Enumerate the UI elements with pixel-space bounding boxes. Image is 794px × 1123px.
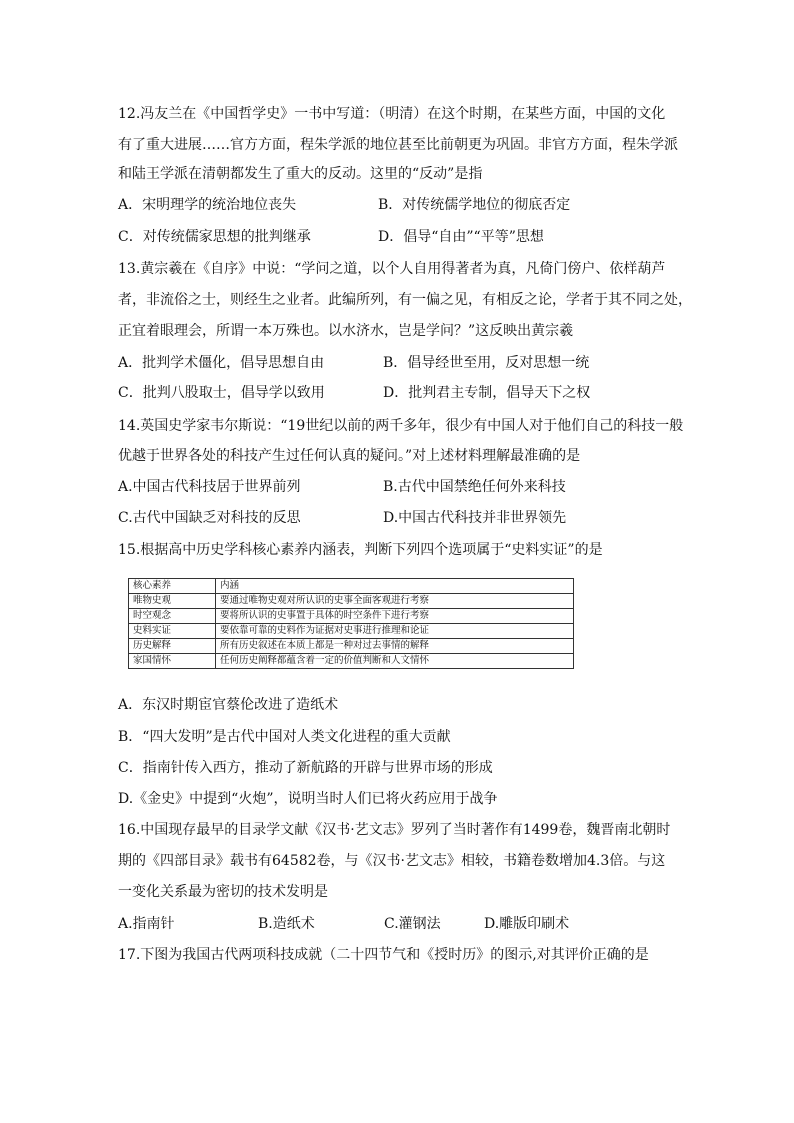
table-cell: 要将所认识的史事置于具体的时空条件下进行考察 — [216, 609, 574, 624]
q12-stem-line-1: 12.冯友兰在《中国哲学史》一书中写道：（明清）在这个时期，在某些方面，中国的文化 — [118, 106, 666, 122]
q12-option-a[interactable]: A．宋明理学的统治地位丧失 — [118, 197, 297, 213]
table-header-cell: 核心素养 — [129, 579, 216, 594]
q16-stem-line-1: 16.中国现存最早的目录学文献《汉书·艺文志》罗列了当时著作有1499卷，魏晋南北朝时 — [118, 822, 671, 838]
q13-option-c[interactable]: C．批判八股取士，倡导学以致用 — [118, 385, 325, 401]
q13-stem-line-1: 13.黄宗羲在《自序》中说：“学问之道，以个人自用得著者为真，凡倚门傍户、依样葫芦 — [118, 261, 666, 277]
q16-option-a[interactable]: A.指南针 — [118, 916, 175, 932]
q14-option-d[interactable]: D.中国古代科技并非世界领先 — [383, 510, 567, 526]
q16-option-b[interactable]: B.造纸术 — [258, 916, 315, 932]
table-cell: 任何历史阐释都蕴含着一定的价值判断和人文情怀 — [216, 654, 574, 669]
q13-stem-line-2: 者，非流俗之士，则经生之业者。此编所列，有一偏之见，有相反之论，学者于其不同之处， — [118, 292, 692, 308]
q13-option-b[interactable]: B．倡导经世至用，反对思想一统 — [383, 355, 590, 371]
q14-stem-line-2: 优越于世界各处的科技产生过任何认真的疑问。”对上述材料理解最准确的是 — [118, 448, 581, 464]
q13-stem-line-3: 正宜着眼理会，所谓一本万殊也。以水济水，岂是学问？”这反映出黄宗羲 — [118, 323, 574, 339]
q16-option-c[interactable]: C.灌钢法 — [384, 916, 441, 932]
q14-option-a[interactable]: A.中国古代科技居于世界前列 — [118, 479, 301, 495]
table-row — [129, 594, 574, 609]
q15-option-d[interactable]: D.《金史》中提到“火炮”，说明当时人们已将火药应用于战争 — [118, 791, 498, 807]
q14-stem-line-1: 14.英国史学家韦尔斯说：“19世纪以前的两千多年，很少有中国人对于他们自己的科技一般 — [118, 418, 684, 434]
table-cell: 史料实证 — [129, 624, 216, 639]
table-row — [129, 654, 574, 669]
q16-stem-line-2: 期的《四部目录》载书有64582卷，与《汉书·艺文志》相较，书籍卷数增加4.3倍。与这 — [118, 853, 666, 869]
q12-option-c[interactable]: C．对传统儒家思想的批判继承 — [118, 229, 311, 245]
table-cell: 历史解释 — [129, 639, 216, 654]
table-cell: 要通过唯物史观对所认识的史事全面客观进行考察 — [216, 594, 574, 609]
table-cell: 唯物史观 — [129, 594, 216, 609]
q13-option-a[interactable]: A．批判学术僵化，倡导思想自由 — [118, 355, 325, 371]
q16-option-d[interactable]: D.雕版印刷术 — [484, 916, 570, 932]
q14-option-c[interactable]: C.古代中国缺乏对科技的反思 — [118, 510, 301, 526]
q15-option-a[interactable]: A．东汉时期宦官蔡伦改进了造纸术 — [118, 697, 339, 713]
q12-stem-line-2: 有了重大进展……官方方面，程朱学派的地位甚至比前朝更为巩固。非官方方面，程朱学派 — [118, 137, 678, 153]
table-row — [129, 639, 574, 654]
q15-stem: 15.根据高中历史学科核心素养内涵表，判断下列四个选项属于“史料实证”的是 — [118, 542, 603, 558]
q15-option-c[interactable]: C．指南针传入西方，推动了新航路的开辟与世界市场的形成 — [118, 760, 493, 776]
q14-option-b[interactable]: B.古代中国禁绝任何外来科技 — [383, 479, 566, 495]
q16-stem-line-3: 一变化关系最为密切的技术发明是 — [118, 884, 328, 900]
table-cell: 家国情怀 — [129, 654, 216, 669]
table-row — [129, 609, 574, 624]
table-row — [129, 624, 574, 639]
q12-option-d[interactable]: D．倡导“自由”“平等”思想 — [378, 229, 544, 245]
q15-option-b[interactable]: B．“四大发明”是古代中国对人类文化进程的重大贡献 — [118, 729, 451, 745]
q17-stem: 17.下图为我国古代两项科技成就（二十四节气和《授时历》的图示,对其评价正确的是 — [118, 947, 649, 963]
core-literacy-table — [128, 578, 574, 669]
table-cell: 要依靠可靠的史料作为证据对史事进行推理和论证 — [216, 624, 574, 639]
table-cell: 所有历史叙述在本质上都是一种对过去事情的解释 — [216, 639, 574, 654]
table-header-row — [129, 579, 574, 594]
table-cell: 时空观念 — [129, 609, 216, 624]
table-header-cell: 内涵 — [216, 579, 574, 594]
q13-option-d[interactable]: D．批判君主专制，倡导天下之权 — [383, 385, 591, 401]
q12-stem-line-3: 和陆王学派在清朝都发生了重大的反动。这里的“反动”是指 — [118, 166, 483, 182]
q12-option-b[interactable]: B．对传统儒学地位的彻底否定 — [378, 197, 571, 213]
